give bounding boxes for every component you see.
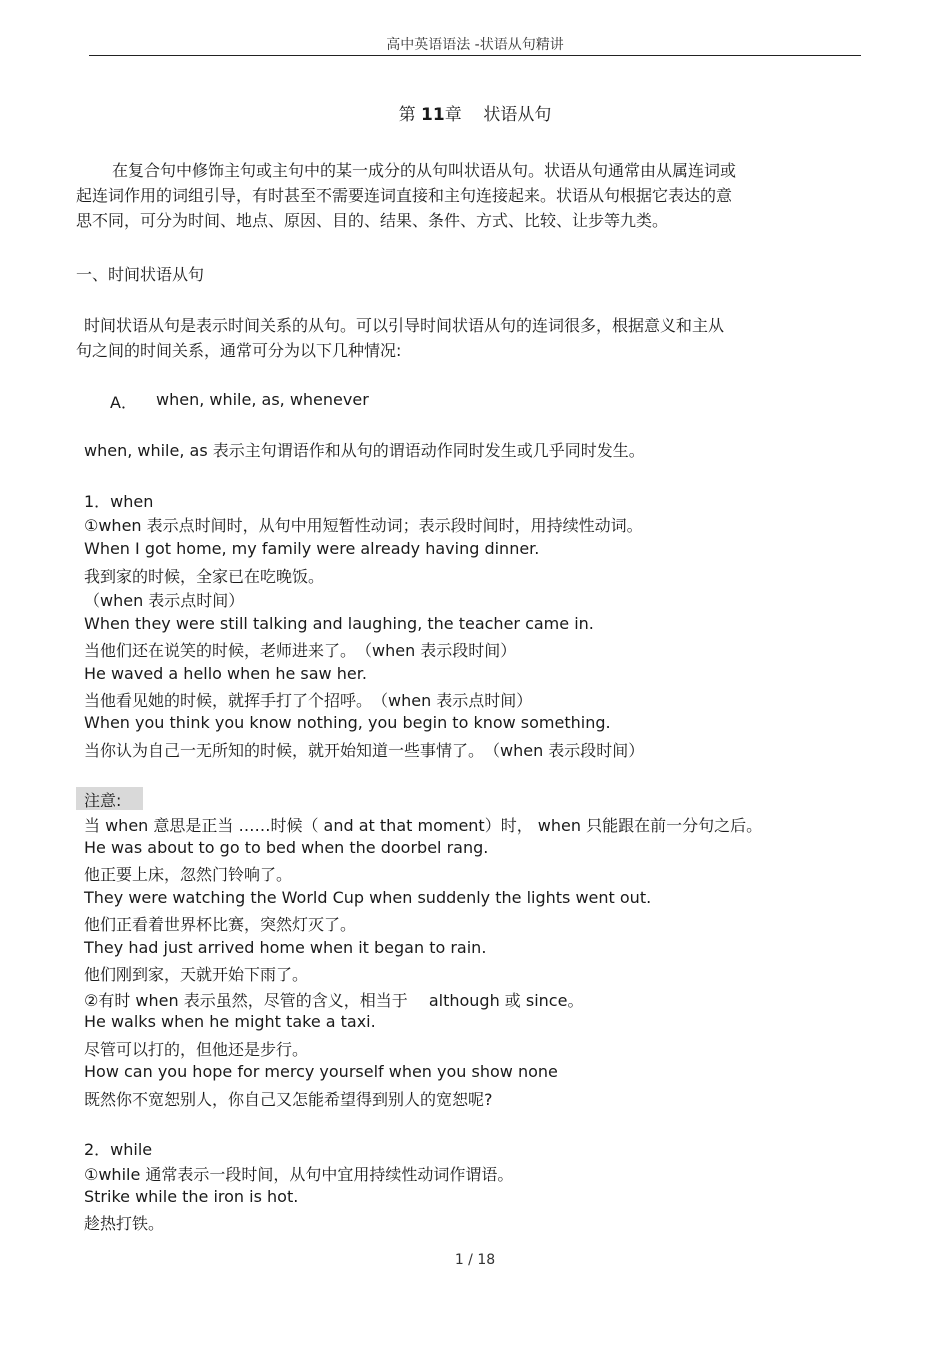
- intro-line: 起连词作用的词组引导，有时甚至不需要连词直接和主句连接起来。状语从句根据它表达的意: [76, 186, 733, 205]
- example-en: When I got home, my family were already having dinner.: [84, 539, 540, 558]
- intro-line: 思不同，可分为时间、地点、原因、目的、结果、条件、方式、比较、让步等九类。: [76, 211, 669, 230]
- section-desc-line: 句之间的时间关系，通常可分为以下几种情况:: [76, 341, 402, 360]
- running-header: 高中英语语法 -状语从句精讲: [386, 37, 564, 53]
- example-en: He waved a hello when he saw her.: [84, 664, 367, 683]
- note-line: 当 when 意思是正当 ……时候（ and at that moment）时， when 只能跟在前一分句之后。: [84, 816, 763, 835]
- note-line: They were watching the World Cup when suddenly the lights went out.: [84, 888, 652, 907]
- note-line: 他们正看着世界杯比赛，突然灯灭了。: [84, 915, 357, 934]
- rule-line: ①while 通常表示一段时间，从句中宜用持续性动词作谓语。: [84, 1165, 514, 1184]
- sub-label: A．: [110, 393, 137, 412]
- chapter-name: 状语从句: [483, 105, 552, 125]
- chapter-suffix: 章: [444, 105, 462, 125]
- chapter-number: 11: [421, 105, 445, 125]
- section-desc-line: 时间状语从句是表示时间关系的从句。可以引导时间状语从句的连词很多，根据意义和主从: [84, 316, 725, 335]
- example-zh: 当你认为自己一无所知的时候，就开始知道一些事情了。 （when 表示段时间）: [84, 741, 645, 760]
- example-en: When you think you know nothing, you begin to know something.: [84, 713, 611, 732]
- rule-line: ①when 表示点时间时，从句中用短暂性动词；表示段时间时，用持续性动词。: [84, 516, 643, 535]
- note-line: 既然你不宽恕别人，你自己又怎能希望得到别人的宽恕呢?: [84, 1090, 493, 1109]
- intro-paragraph: [76, 158, 826, 233]
- note-label: 注意:: [84, 791, 122, 810]
- example-note: （when 表示点时间）: [84, 591, 245, 610]
- intro-line: 在复合句中修饰主句或主句中的某一成分的从句叫状语从句。状语从句通常由从属连词或: [112, 161, 737, 180]
- note-line: ②有时 when 表示虽然，尽管的含义，相当于 although 或 since。: [84, 991, 584, 1010]
- note-line: They had just arrived home when it began to rain.: [84, 938, 487, 957]
- chapter-prefix: 第: [398, 105, 416, 125]
- section-heading: 一、时间状语从句: [76, 265, 205, 284]
- example-zh: 当他看见她的时候，就挥手打了个招呼。 （when 表示点时间）: [84, 691, 533, 710]
- example-en: When they were still talking and laughing, the teacher came in.: [84, 614, 594, 633]
- sub-desc: when, while, as 表示主句谓语作和从句的谓语动作同时发生或几乎同时发生。: [84, 441, 645, 460]
- example-zh: 我到家的时候，全家已在吃晚饭。: [84, 567, 325, 586]
- note-line: 他正要上床，忽然门铃响了。: [84, 865, 293, 884]
- example-en: Strike while the iron is hot.: [84, 1187, 299, 1206]
- sub-words: when, while, as, whenever: [156, 390, 369, 409]
- example-zh: 当他们还在说笑的时候，老师进来了。 （when 表示段时间）: [84, 641, 517, 660]
- part-heading: 1．when: [84, 492, 154, 511]
- note-line: How can you hope for mercy yourself when you show none: [84, 1062, 558, 1081]
- part-heading: 2．while: [84, 1140, 153, 1159]
- example-zh: 趁热打铁。: [84, 1214, 165, 1233]
- note-line: 尽管可以打的，但他还是步行。: [84, 1040, 309, 1059]
- note-line: He walks when he might take a taxi.: [84, 1012, 376, 1031]
- note-line: 他们刚到家，天就开始下雨了。: [84, 965, 309, 984]
- chapter-title: [0, 100, 950, 125]
- header-rule: [89, 55, 861, 56]
- page-number: 1 / 18: [454, 1252, 496, 1268]
- note-line: He was about to go to bed when the doorbel rang.: [84, 838, 489, 857]
